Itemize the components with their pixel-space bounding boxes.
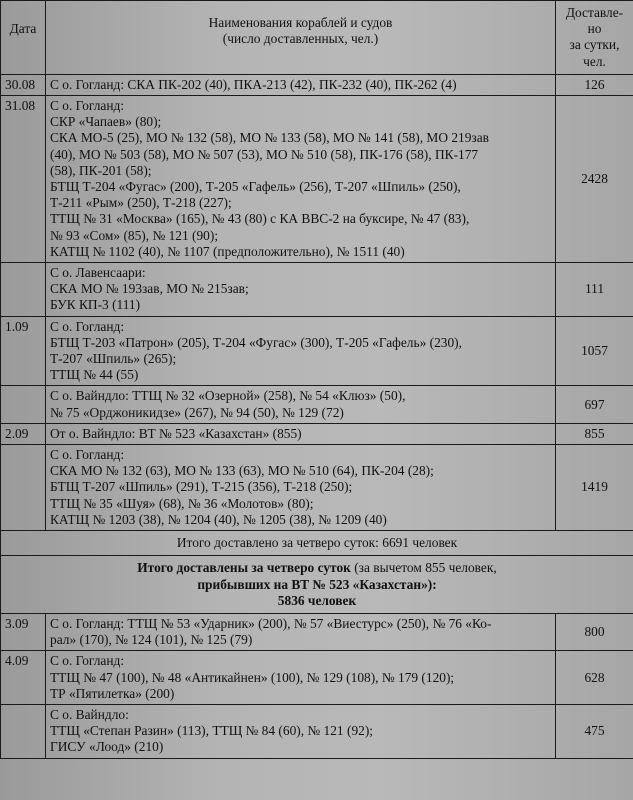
row-date: 30.08 <box>1 74 46 95</box>
ship-line: Т-207 «Шпиль» (265); <box>50 351 177 367</box>
table-row <box>1 263 633 317</box>
total-2-line3: 5836 человек <box>277 592 357 608</box>
row-ships <box>46 263 556 317</box>
table-row <box>1 386 633 423</box>
row-count: 126 <box>556 74 633 95</box>
row-ships <box>46 613 556 650</box>
ship-line: ТТЩ № 35 «Шуя» (68), № 36 «Молотов» (80); <box>50 495 314 511</box>
table-row <box>1 316 633 386</box>
table-body-part1 <box>1 74 633 530</box>
total-2-bold: Итого доставлены за четверо суток <box>137 560 351 576</box>
ship-line: ТТЩ № 44 (55) <box>50 367 139 383</box>
total-2-rest: (за вычетом 855 человек, <box>350 560 497 576</box>
ship-line: С о. Лавенсаари: <box>50 265 146 281</box>
row-count: 1419 <box>556 445 633 531</box>
ship-line: С о. Гогланд: <box>50 447 125 463</box>
total-1: Итого доставлено за четверо суток: 6691 человек <box>1 531 633 556</box>
ship-line: БТЩ Т-204 «Фугас» (200), Т-205 «Гафель» (256), Т-207 «Шпиль» (250), <box>50 179 461 195</box>
row-count: 2428 <box>556 96 633 263</box>
header-name-line2: (число доставленных, чел.) <box>222 31 379 47</box>
table-totals <box>1 531 633 614</box>
row-ships <box>46 704 556 758</box>
ship-line: БТЩ Т-207 «Шпиль» (291), Т-215 (356), Т-218 (250); <box>50 479 353 495</box>
ship-line: ТР «Пятилетка» (200) <box>50 685 175 701</box>
ship-line: СКР «Чапаев» (80); <box>50 114 162 130</box>
table-row <box>1 613 633 650</box>
row-date: 31.08 <box>1 96 46 263</box>
table-row <box>1 74 633 95</box>
ship-line: С о. Гогланд: <box>50 318 125 334</box>
table-row <box>1 423 633 444</box>
ship-line: ГИСУ «Лоод» (210) <box>50 739 164 755</box>
row-date: 3.09 <box>1 613 46 650</box>
table-row <box>1 96 633 263</box>
header-count-line3: за сутки, <box>569 37 620 53</box>
header-name-line1: Наименования кораблей и судов <box>208 15 393 30</box>
row-count: 697 <box>556 386 633 423</box>
total-2-line2: прибывших на ВТ № 523 «Казахстан»): <box>197 576 437 592</box>
ship-line: № 75 «Орджоникидзе» (267), № 94 (50), № 129 (72) <box>50 404 344 420</box>
ship-line: БТЩ Т-203 «Патрон» (205), Т-204 «Фугас» (300), Т-205 «Гафель» (230), <box>50 334 462 350</box>
ship-line: ТТЩ № 47 (100), № 48 «Антикайнен» (100), № 129 (108), № 179 (120); <box>50 669 455 685</box>
ship-line: СКА МО № 132 (63), МО № 133 (63), МО № 510 (64), ПК-204 (28); <box>50 463 434 479</box>
total-2 <box>1 556 633 614</box>
ship-line: (40), МО № 503 (58), МО № 507 (53), МО № 510 (58), ПК-176 (58), ПК-177 <box>50 146 479 162</box>
table-header-row <box>1 1 633 75</box>
row-date <box>1 386 46 423</box>
total-row-2 <box>1 556 633 614</box>
ship-line: От о. Вайндло: ВТ № 523 «Казахстан» (855) <box>50 425 302 441</box>
table-row <box>1 704 633 758</box>
ship-line: С о. Гогланд: <box>50 653 125 669</box>
row-ships <box>46 96 556 263</box>
row-ships <box>46 316 556 386</box>
row-date: 4.09 <box>1 651 46 705</box>
ship-line: С о. Гогланд: СКА ПК-202 (40), ПКА-213 (42), ПК-232 (40), ПК-262 (4) <box>50 76 457 92</box>
ship-line: КАТЩ № 1203 (38), № 1204 (40), № 1205 (38), № 1209 (40) <box>50 511 387 527</box>
row-ships <box>46 74 556 95</box>
header-name <box>46 1 556 75</box>
row-date <box>1 445 46 531</box>
table-body-part2 <box>1 613 633 758</box>
row-count: 628 <box>556 651 633 705</box>
row-date: 1.09 <box>1 316 46 386</box>
ship-line: С о. Вайндло: ТТЩ № 32 «Озерной» (258), № 54 «Клюз» (50), <box>50 388 406 404</box>
ship-line: (58), ПК-201 (58); <box>50 162 152 178</box>
table-row <box>1 445 633 531</box>
row-ships <box>46 423 556 444</box>
ship-line: СКА МО-5 (25), МО № 132 (58), МО № 133 (58), МО № 141 (58), МО 219зав <box>50 130 489 146</box>
table-row <box>1 651 633 705</box>
row-count: 111 <box>556 263 633 317</box>
ship-line: С о. Гогланд: ТТЩ № 53 «Ударник» (200), № 57 «Виестурс» (250), № 76 «Ко- <box>50 615 492 631</box>
ship-line: БУК КП-3 (111) <box>50 297 141 313</box>
header-count-line1: Доставле- <box>565 5 624 20</box>
ship-line: № 93 «Сом» (85), № 121 (90); <box>50 227 219 243</box>
ship-line: СКА МО № 193зав, МО № 215зав; <box>50 281 249 297</box>
header-date: Дата <box>1 1 46 75</box>
total-row-1 <box>1 531 633 556</box>
ship-line: рал» (170), № 124 (101), № 125 (79) <box>50 632 253 648</box>
row-date: 2.09 <box>1 423 46 444</box>
header-count <box>556 1 633 75</box>
header-count-line4: чел. <box>583 53 606 69</box>
ship-line: С о. Вайндло: <box>50 706 129 722</box>
header-count-line2: но <box>587 21 602 37</box>
row-date <box>1 263 46 317</box>
row-date <box>1 704 46 758</box>
row-count: 855 <box>556 423 633 444</box>
row-count: 1057 <box>556 316 633 386</box>
row-ships <box>46 386 556 423</box>
ship-line: Т-211 «Рым» (250), Т-218 (227); <box>50 195 232 211</box>
ship-line: С о. Гогланд: <box>50 98 125 114</box>
row-ships <box>46 651 556 705</box>
row-count: 800 <box>556 613 633 650</box>
ship-line: КАТЩ № 1102 (40), № 1107 (предположительно), № 1511 (40) <box>50 243 405 259</box>
ship-line: ТТЩ № 31 «Москва» (165), № 43 (80) с КА ВВС-2 на буксире, № 47 (83), <box>50 211 470 227</box>
row-count: 475 <box>556 704 633 758</box>
ship-line: ТТЩ «Степан Разин» (113), ТТЩ № 84 (60), № 121 (92); <box>50 723 374 739</box>
row-ships <box>46 445 556 531</box>
